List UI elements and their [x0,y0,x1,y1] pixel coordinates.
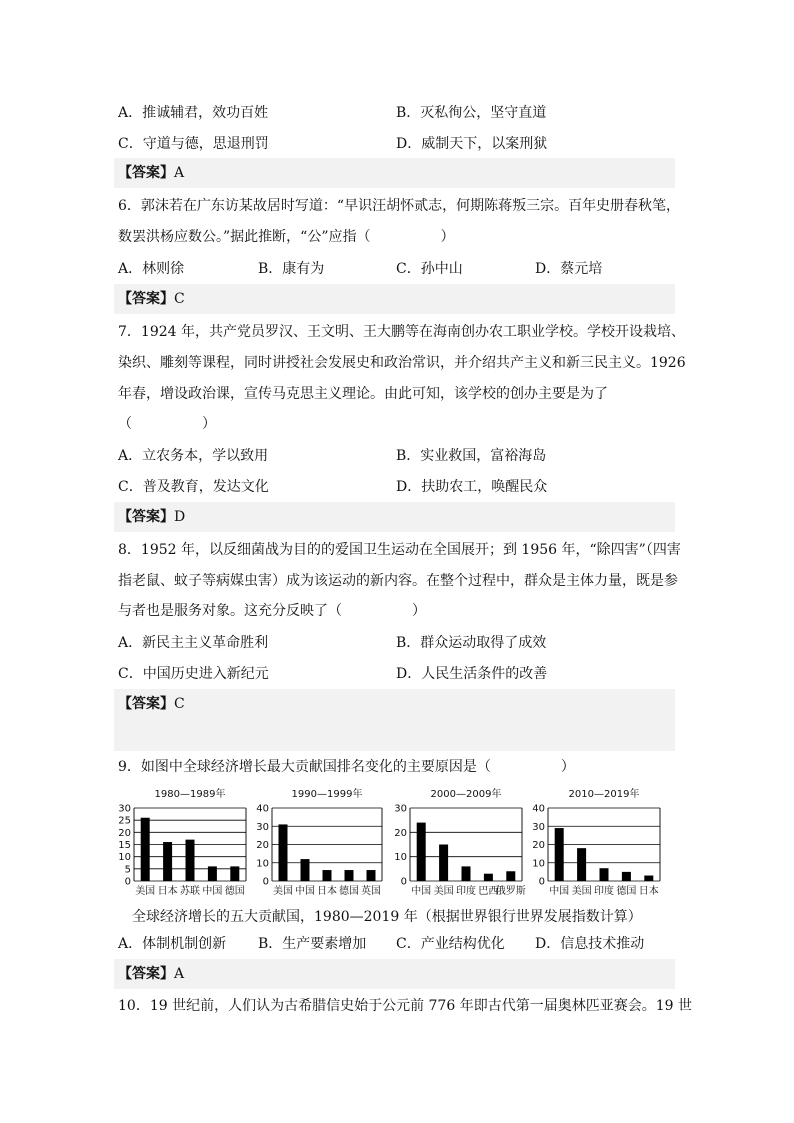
q9-option-c: C．产业结构优化 [396,936,505,952]
bar-印度 [462,866,471,881]
x-tick-label: 中国 [549,886,570,897]
q5-answer: A [174,165,185,181]
y-tick-label: 5 [124,864,131,876]
bar-chart-2000-2009 [390,784,526,902]
x-tick-label: 苏联 [180,886,200,897]
bar-英国 [367,870,376,881]
chart-title: 2000—2009年 [430,789,502,800]
x-tick-label: 中国 [411,886,432,897]
bar-德国 [345,870,354,881]
q7-stem-line2: 染织、雕刻等课程，同时讲授社会发展史和政治常识，并介绍共产主义和新三民主义。1926 [118,355,686,371]
answer-key-label: 【答案】 [118,509,174,525]
bar-美国 [439,845,448,882]
y-tick-label: 20 [394,827,407,839]
q8-option-c: C．中国历史进入新纪元 [118,666,269,682]
answer-key-label: 【答案】 [118,291,174,307]
bar-日本 [323,870,332,881]
bar-chart-2010-2019 [528,784,664,902]
bar-俄罗斯 [506,871,515,881]
chart-panel-3 [390,784,526,906]
x-tick-label: 美国 [433,886,454,897]
x-tick-label: 巴西 [478,886,499,897]
q7-stem-line4: （ ） [118,416,216,432]
q9-answer-bar [114,959,675,989]
q7-option-b: B．实业救国，富裕海岛 [396,448,547,464]
q6-option-a: A．林则徐 [118,261,185,277]
q6-option-c: C．孙中山 [396,261,463,277]
q7-stem-line3: 年春，增设政治课，宣传马克思主义理论。由此可知，该学校的创办主要是为了 [118,386,608,402]
chart-title: 1980—1989年 [154,789,226,800]
q5-option-b: B．灭私徇公，坚守直道 [396,105,547,121]
q8-stem-line3: 与者也是服务对象。这充分反映了（ ） [118,603,426,619]
q7-option-a: A．立农务本，学以致用 [118,448,269,464]
bar-chart-1980-1989 [114,784,250,902]
bar-德国 [230,866,239,881]
y-tick-label: 0 [124,876,131,888]
q5-option-c: C．守道与德，思退刑罚 [118,136,269,152]
x-tick-label: 英国 [361,886,381,897]
x-tick-label: 德国 [339,886,359,897]
y-tick-label: 20 [256,840,269,851]
q6-stem-line2: 数罢洪杨应数公。”据此推断，“公”应指（ ） [118,229,455,245]
q8-option-b: B．群众运动取得了成效 [396,635,547,651]
q9-answer: A [174,966,185,982]
chart-panel-2 [252,784,386,906]
x-tick-label: 俄罗斯 [495,886,526,897]
x-tick-label: 美国 [571,886,592,897]
chart-caption: 全球经济增长的五大贡献国，1980—2019 年（根据世界银行世界发展指数计算） [132,909,642,925]
x-tick-label: 美国 [273,886,293,897]
x-tick-label: 德国 [616,886,637,897]
bar-日本 [163,842,172,881]
y-tick-label: 20 [118,827,131,839]
x-tick-label: 日本 [317,886,337,897]
y-tick-label: 10 [532,858,545,870]
y-tick-label: 30 [532,821,545,833]
y-tick-label: 10 [118,852,131,864]
y-tick-label: 10 [256,858,269,870]
bar-日本 [644,876,653,881]
bar-苏联 [186,840,195,881]
x-tick-label: 印度 [456,886,476,897]
q9-option-d: D．信息技术推动 [535,936,645,952]
answer-key-label: 【答案】 [118,696,174,712]
bar-印度 [600,868,609,881]
q7-stem-line1: 7．1924 年，共产党员罗汉、王文明、王大鹏等在海南创办农工职业学校。学校开设栽培、 [118,324,685,340]
x-tick-label: 中国 [202,886,223,897]
q5-answer-bar [114,158,675,188]
q6-option-b: B．康有为 [258,261,325,277]
q5-option-d: D．威制天下，以案刑狱 [396,136,548,152]
q6-answer-bar [114,284,675,314]
y-tick-label: 0 [538,876,545,888]
answer-key-label: 【答案】 [118,966,174,982]
q8-answer-bar [114,689,675,751]
chart-panel-1 [114,784,250,906]
q8-option-a: A．新民主主义革命胜利 [118,635,269,651]
y-tick-label: 25 [118,815,131,827]
q5-option-a: A．推诚辅君，效功百姓 [118,105,269,121]
x-tick-label: 印度 [594,886,614,897]
q8-stem-line1: 8．1952 年，以反细菌战为目的的爱国卫生运动在全国展开；到 1956 年，“除四害”（四害 [118,542,681,558]
q7-answer: D [174,509,186,525]
x-tick-label: 日本 [157,886,178,897]
bar-巴西 [484,874,493,881]
x-tick-label: 德国 [224,886,245,897]
answer-key-label: 【答案】 [118,165,174,181]
q7-option-d: D．扶助农工，唤醒民众 [396,479,548,495]
bar-美国 [141,818,150,881]
y-tick-label: 0 [262,876,269,888]
y-tick-label: 0 [400,876,407,888]
bar-中国 [555,828,564,881]
y-tick-label: 30 [394,803,407,815]
q7-answer-bar [114,502,675,532]
q8-stem-line2: 指老鼠、蚊子等病媒虫害）成为该运动的新内容。在整个过程中，群众是主体力量，既是参 [118,573,678,589]
bar-chart-1990-1999 [252,784,386,902]
q6-option-d: D．蔡元培 [535,261,603,277]
bar-中国 [208,866,217,881]
y-tick-label: 40 [532,803,545,815]
q6-answer: C [174,291,185,307]
q10-stem-line1: 10．19 世纪前，人们认为古希腊信史始于公元前 776 年即古代第一届奥林匹亚赛会。19 世 [118,998,692,1014]
q8-option-d: D．人民生活条件的改善 [396,666,548,682]
y-tick-label: 30 [118,803,131,815]
bar-美国 [577,848,586,881]
y-tick-label: 30 [256,821,269,833]
bar-美国 [279,824,288,881]
q9-stem-line1: 9．如图中全球经济增长最大贡献国排名变化的主要原因是（ ） [118,759,575,775]
x-tick-label: 日本 [638,886,659,897]
bar-德国 [622,872,631,881]
y-tick-label: 15 [118,840,131,851]
chart-title: 1990—1999年 [291,789,363,800]
y-tick-label: 20 [532,840,545,851]
chart-title: 2010—2019年 [568,789,640,800]
bar-中国 [301,859,310,881]
q9-option-a: A．体制机制创新 [118,936,227,952]
y-tick-label: 40 [256,803,269,815]
y-tick-label: 10 [394,852,407,864]
q6-stem-line1: 6．郭沫若在广东访某故居时写道：“早识汪胡怀贰志，何期陈蒋叛三宗。百年史册春秋笔， [118,198,681,214]
q7-option-c: C．普及教育，发达文化 [118,479,269,495]
x-tick-label: 美国 [135,886,156,897]
chart-panel-4 [528,784,664,906]
q9-option-b: B．生产要素增加 [258,936,367,952]
x-tick-label: 中国 [295,886,315,897]
bar-中国 [417,823,426,881]
q8-answer: C [174,696,185,712]
